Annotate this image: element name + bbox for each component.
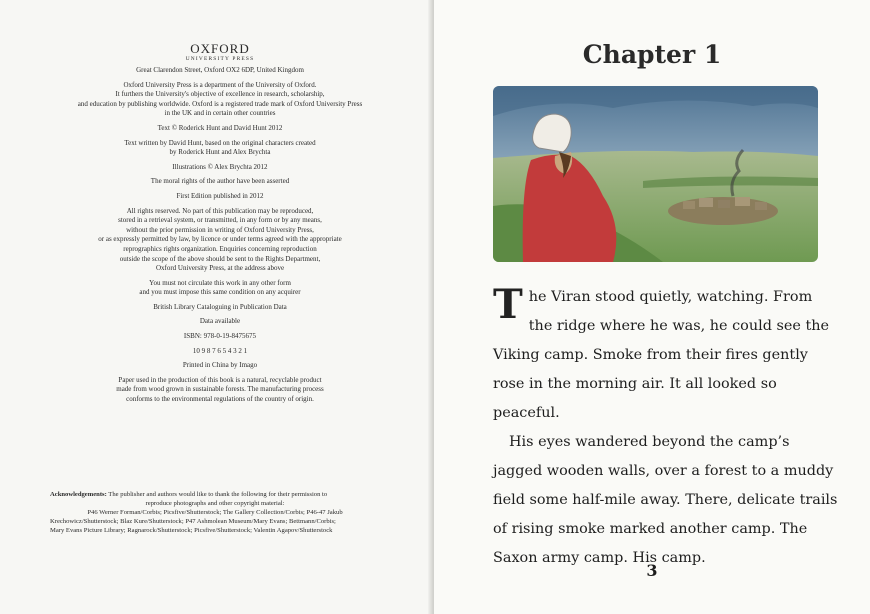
dept-line: Oxford University Press is a department of the University of Oxford. [123, 80, 317, 89]
paragraph-1-text: he Viran stood quietly, watching. From the ridge where he was, he could see the Viking camp. Smoke from their fires gently rose in the morning air. It all looked so peaceful. [493, 289, 830, 421]
ack-title: Acknowledgements: [50, 491, 107, 498]
illustration-svg [493, 86, 818, 262]
circulate-line: You must not circulate this work in any other form [149, 278, 291, 287]
publisher-logo-name: OXFORD [190, 41, 250, 56]
paragraph-1 [493, 283, 838, 428]
ack-line-1 [50, 490, 380, 499]
moral-rights: The moral rights of the author have been asserted [150, 177, 290, 186]
written-by-line: by Roderick Hunt and Alex Brychta [169, 148, 271, 157]
paragraph-2: His eyes wandered beyond the camp’s jagged wooden walls, over a forest to a muddy field some half-mile away. There, delicate trails of rising smoke marked another camp. The Saxon army camp. His camp. [493, 434, 838, 566]
rights-line: reprographics rights organization. Enquiries concerning reproduction [123, 244, 317, 253]
dept-line: and education by publishing worldwide. Oxford is a registered trade mark of Oxford University Press [77, 99, 363, 108]
drop-cap: T [493, 281, 523, 328]
ack-line: P46 Werner Forman/Corbis; Picsfive/Shutterstock; The Gallery Collection/Corbis; P46-47 Jakub [87, 509, 343, 516]
chapter-illustration [493, 86, 818, 262]
ack-line: reproduce photographs and other copyright material: [145, 500, 285, 507]
printed-in: Printed in China by Imago [182, 361, 258, 370]
data-available: Data available [199, 317, 241, 326]
rights-line: stored in a retrieval system, or transmitted, in any form or by any means, [118, 216, 322, 225]
rights-line: All rights reserved. No part of this publication may be reproduced, [126, 206, 314, 215]
ack-line: Mary Evans Picture Library; Ragnarock/Shutterstock; Picsfive/Shutterstock; Valentin Agapov/Shutterstock [50, 527, 333, 534]
dept-line: It furthers the University's objective of excellence in research, scholarship, [115, 90, 325, 99]
rights-line: Oxford University Press, at the address above [155, 264, 285, 273]
dept-line: in the UK and in certain other countries [164, 109, 276, 118]
story-text [493, 283, 838, 573]
rights-line: or as expressly permitted by law, by licence or under terms agreed with the appropriate [98, 235, 342, 244]
rights-line: outside the scope of the above should be sent to the Rights Department, [119, 254, 321, 263]
chapter-title: Chapter 1 [582, 40, 722, 69]
acknowledgements [50, 490, 380, 535]
ack-text: The publisher and authors would like to thank the following for their permission to [106, 491, 328, 498]
ack-line: Krechowicz/Shutterstock; Blaz Kure/Shutterstock; P47 Ashmolean Museum/Mary Evans; Bettmann/Corbis; [50, 518, 336, 525]
publisher-logo-sub: UNIVERSITY PRESS [185, 56, 255, 62]
cataloguing-line: British Library Cataloguing in Publication Data [153, 302, 287, 311]
paper-line: made from wood grown in sustainable forests. The manufacturing process [116, 385, 324, 394]
text-copyright: Text © Roderick Hunt and David Hunt 2012 [157, 123, 283, 132]
imprint-block [40, 42, 400, 405]
print-line: 10 9 8 7 6 5 4 3 2 1 [192, 346, 248, 355]
first-edition: First Edition published in 2012 [176, 191, 264, 200]
circulate-line: and you must impose this same condition on any acquirer [139, 288, 301, 297]
paper-line: Paper used in the production of this book is a natural, recyclable product [118, 375, 322, 384]
publisher-address: Great Clarendon Street, Oxford OX2 6DP, United Kingdom [136, 66, 304, 74]
right-page-chapter [434, 0, 870, 614]
isbn: ISBN: 978-0-19-8475675 [183, 332, 257, 341]
illustrations-copyright: Illustrations © Alex Brychta 2012 [172, 162, 268, 171]
paper-line: conforms to the environmental regulations of the country of origin. [126, 395, 314, 404]
left-page-imprint [0, 0, 432, 614]
rights-line: without the prior permission in writing of Oxford University Press, [126, 225, 314, 234]
written-by-line: Text written by David Hunt, based on the original characters created [124, 138, 316, 147]
page-number: 3 [646, 561, 658, 580]
